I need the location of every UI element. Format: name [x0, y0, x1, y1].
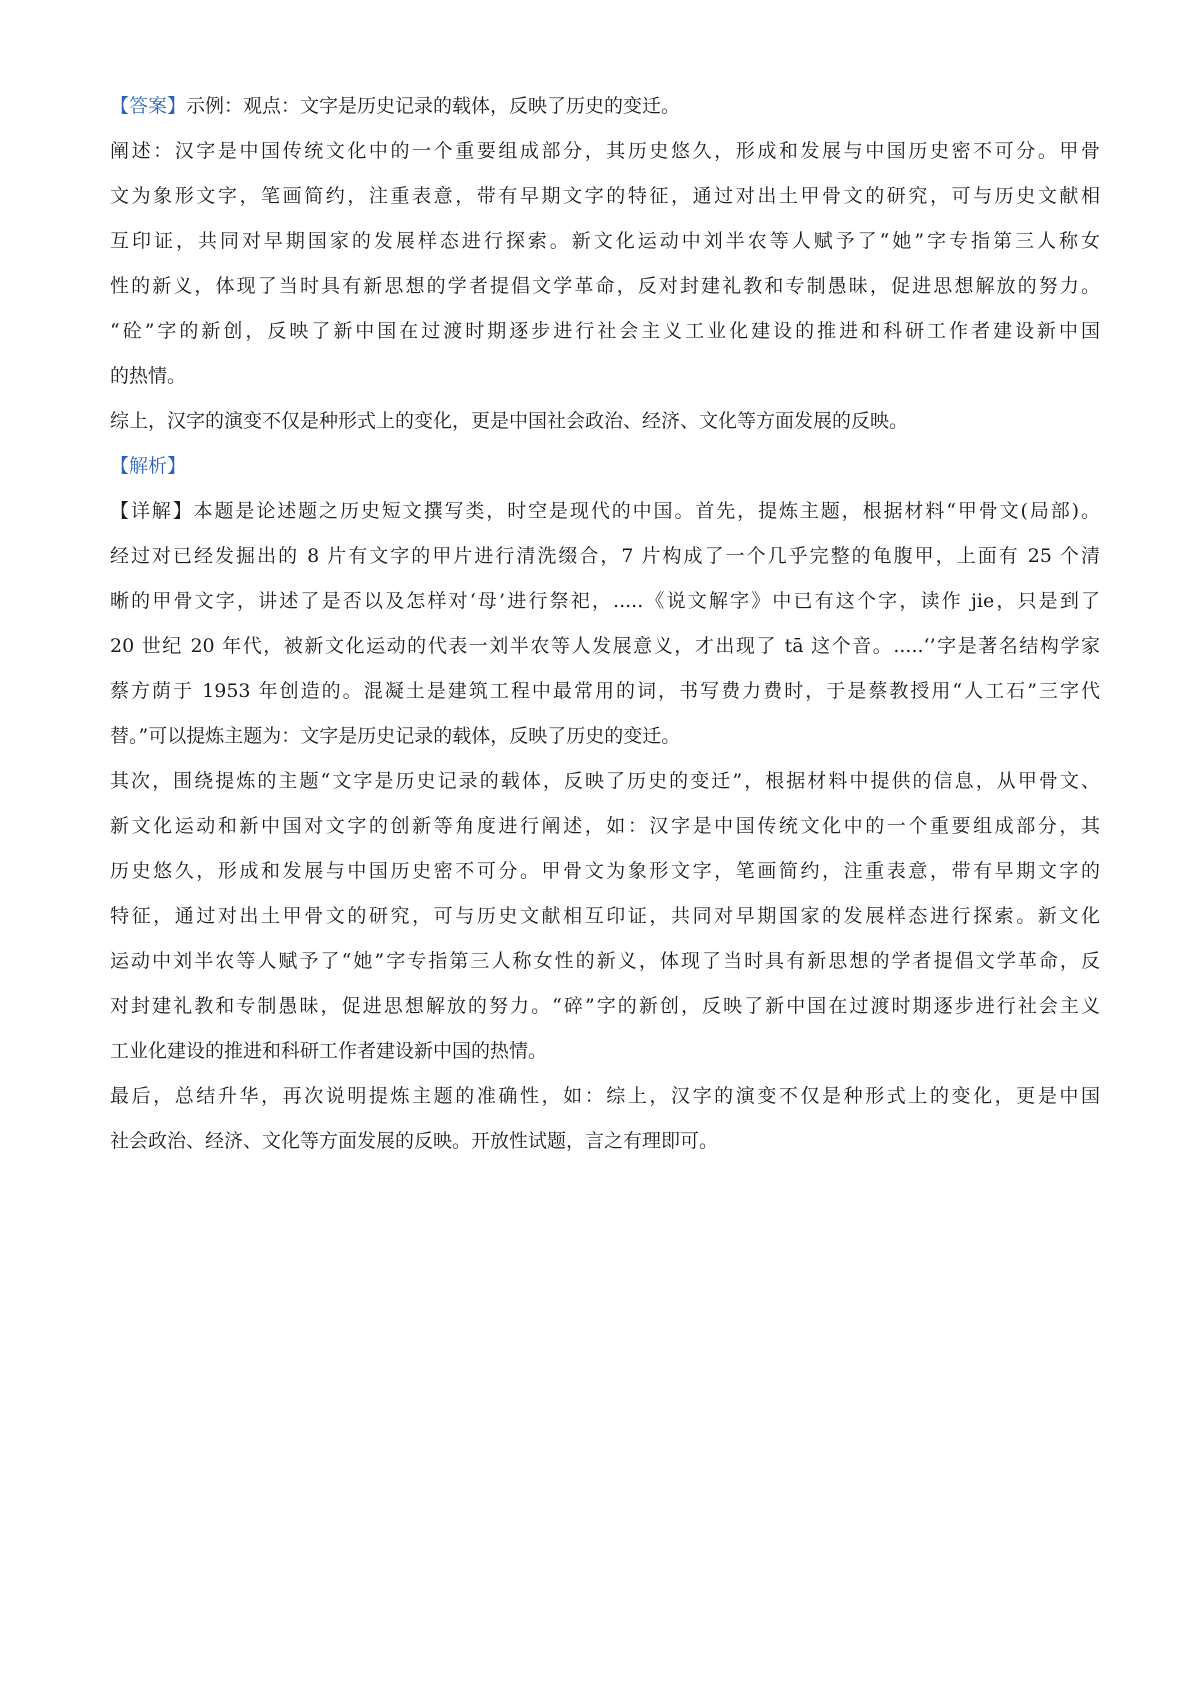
second-paragraph-line: 对封建礼教和专制愚昧，促进思想解放的努力。“碎”字的新创，反映了新中国在过渡时期逐步进行社会主义	[110, 996, 1100, 1016]
detail-line: 经过对已经发掘出的 8 片有文字的甲片进行清洗缀合，7 片构成了一个几乎完整的龟腹甲，上面有 25 个清	[110, 546, 1100, 566]
document-page	[110, 96, 1100, 1176]
detail-line: 20 世纪 20 年代，被新文化运动的代表一刘半农等人发展意义，才出现了 tā 这个音。.....‘’字是著名结构学家	[110, 636, 1100, 656]
elaboration-line: 的热情。	[110, 366, 187, 386]
elaboration-line: 性的新义，体现了当时具有新思想的学者提倡文学革命，反对封建礼教和专制愚昧，促进思想解放的努力。	[110, 276, 1100, 296]
detail-line: 替。”可以提炼主题为：文字是历史记录的载体，反映了历史的变迁。	[110, 726, 681, 746]
summary-line: 综上，汉字的演变不仅是种形式上的变化，更是中国社会政治、经济、文化等方面发展的反映。	[110, 411, 909, 431]
final-paragraph-line: 社会政治、经济、文化等方面发展的反映。开放性试题，言之有理即可。	[110, 1131, 719, 1151]
elaboration-line: 互印证，共同对早期国家的发展样态进行探索。新文化运动中刘半农等人赋予了“她”字专指第三人称女	[110, 231, 1100, 251]
elaboration-line: “砼”字的新创，反映了新中国在过渡时期逐步进行社会主义工业化建设的推进和科研工作者建设新中国	[110, 321, 1100, 341]
final-paragraph-line: 最后，总结升华，再次说明提炼主题的准确性，如：综上，汉字的演变不仅是种形式上的变化，更是中国	[110, 1086, 1100, 1106]
second-paragraph-line: 新文化运动和新中国对文字的创新等角度进行阐述，如：汉字是中国传统文化中的一个重要组成部分，其	[110, 816, 1100, 836]
answer-tag: 【答案】	[110, 96, 187, 116]
analysis-tag: 【解析】	[110, 456, 187, 476]
second-paragraph-line: 运动中刘半农等人赋予了“她”字专指第三人称女性的新义，体现了当时具有新思想的学者提倡文学革命，反	[110, 951, 1100, 971]
second-paragraph-line: 特征，通过对出土甲骨文的研究，可与历史文献相互印证，共同对早期国家的发展样态进行探索。新文化	[110, 906, 1100, 926]
detail-line: 蔡方荫于 1953 年创造的。混凝土是建筑工程中最常用的词，书写费力费时，于是蔡教授用“人工石”三字代	[110, 681, 1100, 701]
answer-line	[110, 96, 1100, 116]
answer-text: 示例：观点：文字是历史记录的载体，反映了历史的变迁。	[186, 96, 681, 116]
detail-line: 【详解】本题是论述题之历史短文撰写类，时空是现代的中国。首先，提炼主题，根据材料“甲骨文(局部)。	[110, 501, 1100, 521]
second-paragraph-line: 历史悠久，形成和发展与中国历史密不可分。甲骨文为象形文字，笔画简约，注重表意，带有早期文字的	[110, 861, 1100, 881]
second-paragraph-line: 其次，围绕提炼的主题“文字是历史记录的载体，反映了历史的变迁”，根据材料中提供的信息，从甲骨文、	[110, 771, 1100, 791]
elaboration-line: 阐述：汉字是中国传统文化中的一个重要组成部分，其历史悠久，形成和发展与中国历史密不可分。甲骨	[110, 141, 1100, 161]
elaboration-line: 文为象形文字，笔画简约，注重表意，带有早期文字的特征，通过对出土甲骨文的研究，可与历史文献相	[110, 186, 1100, 206]
second-paragraph-line: 工业化建设的推进和科研工作者建设新中国的热情。	[110, 1041, 548, 1061]
detail-line: 晰的甲骨文字，讲述了是否以及怎样对‘母’进行祭祀，.....《说文解字》中已有这个字，读作 jie，只是到了	[110, 591, 1100, 611]
